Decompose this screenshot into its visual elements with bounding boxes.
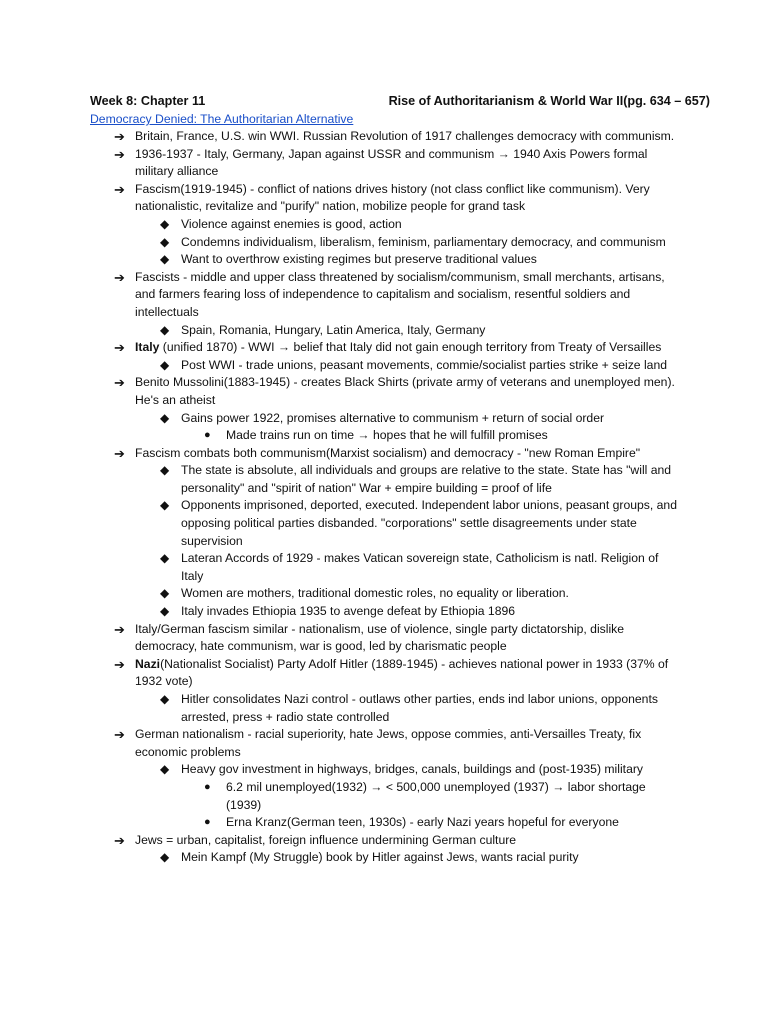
note-text: Fascists - middle and upper class threatened by socialism/communism, small merchants, artisans, and farmers fearing loss of independence to capitalism and socialism, resentful soldiers and intellectuals xyxy=(135,269,665,319)
diamond-bullet-icon: ◆ xyxy=(160,551,170,566)
arrow-bullet-icon: ➔ xyxy=(114,146,125,162)
note-item-level-1 xyxy=(0,621,768,656)
note-bold-term: Nazi xyxy=(135,656,161,671)
note-item-level-2 xyxy=(0,251,768,269)
note-item-level-1 xyxy=(0,726,768,761)
note-item-level-1 xyxy=(0,269,768,322)
arrow-bullet-icon: ➔ xyxy=(114,269,125,285)
note-item-level-2 xyxy=(0,322,768,340)
diamond-bullet-icon: ◆ xyxy=(160,498,170,513)
note-text: Violence against enemies is good, action xyxy=(181,216,402,231)
diamond-bullet-icon: ◆ xyxy=(160,410,170,425)
diamond-bullet-icon: ◆ xyxy=(160,234,170,249)
note-item-level-2 xyxy=(0,849,768,867)
arrow-bullet-icon: ➔ xyxy=(114,656,125,672)
note-text: Italy invades Ethiopia 1935 to avenge defeat by Ethiopia 1896 xyxy=(181,604,516,619)
diamond-bullet-icon: ◆ xyxy=(160,463,170,478)
note-text: Gains power 1922, promises alternative to communism + return of social order xyxy=(181,410,605,425)
note-text: Post WWI - trade unions, peasant movements, commie/socialist parties strike + seize land xyxy=(181,357,668,372)
page-header xyxy=(90,94,710,112)
note-text: Jews = urban, capitalist, foreign influence undermining German culture xyxy=(135,832,517,847)
note-item-level-2 xyxy=(0,761,768,779)
note-text: Erna Kranz(German teen, 1930s) - early Nazi years hopeful for everyone xyxy=(226,815,619,830)
note-text: (Nationalist Socialist) Party Adolf Hitler (1889-1945) - achieves national power in 1933 (37% of 1932 vote) xyxy=(135,656,669,689)
note-item-level-1 xyxy=(0,656,768,691)
arrow-bullet-icon: ➔ xyxy=(114,375,125,391)
note-text: German nationalism - racial superiority, hate Jews, oppose commies, anti-Versailles Treaty, fix economic problems xyxy=(135,727,642,759)
note-text: Made trains run on time → hopes that he will fulfill promises xyxy=(226,428,548,443)
note-text: Italy/German fascism similar - nationalism, use of violence, single party dictatorship, dislike democracy, hate communism, war is good, led by charismatic people xyxy=(135,621,625,654)
arrow-bullet-icon: ➔ xyxy=(114,727,125,743)
week-chapter-heading: Week 8: Chapter 11 xyxy=(90,94,206,108)
note-text: 1936-1937 - Italy, Germany, Japan against USSR and communism → 1940 Axis Powers formal military alliance xyxy=(135,146,648,179)
note-text: Hitler consolidates Nazi control - outlaws other parties, ends ind labor unions, opponents arrested, press + radio state controlled xyxy=(181,692,658,724)
note-text: Benito Mussolini(1883-1945) - creates Black Shirts (private army of veterans and unemployed men). He's an atheist xyxy=(135,375,675,407)
note-item-level-1 xyxy=(0,832,768,850)
dot-bullet-icon: ● xyxy=(204,780,211,793)
note-item-level-1 xyxy=(0,445,768,463)
note-text: 6.2 mil unemployed(1932) → < 500,000 unemployed (1937) → labor shortage (1939) xyxy=(226,779,646,812)
arrow-bullet-icon: ➔ xyxy=(114,340,125,356)
notes-list xyxy=(0,128,768,867)
note-text: Heavy gov investment in highways, bridges, canals, buildings and (post-1935) military xyxy=(181,762,644,777)
topic-heading: Rise of Authoritarianism & World War II(pg. 634 – 657) xyxy=(388,94,710,108)
note-item-level-2 xyxy=(0,357,768,375)
note-item-level-2 xyxy=(0,410,768,428)
diamond-bullet-icon: ◆ xyxy=(160,216,170,231)
diamond-bullet-icon: ◆ xyxy=(160,604,170,619)
arrow-bullet-icon: ➔ xyxy=(114,129,125,144)
section-link[interactable]: Democracy Denied: The Authoritarian Alternative xyxy=(90,112,354,126)
note-text: Lateran Accords of 1929 - makes Vatican sovereign state, Catholicism is natl. Religion of Italy xyxy=(181,551,659,583)
arrow-bullet-icon: ➔ xyxy=(114,621,125,637)
note-text: Spain, Romania, Hungary, Latin America, Italy, Germany xyxy=(181,322,486,337)
note-item-level-1 xyxy=(0,146,768,181)
diamond-bullet-icon: ◆ xyxy=(160,762,170,777)
note-text: Women are mothers, traditional domestic roles, no equality or liberation. xyxy=(181,586,569,601)
dot-bullet-icon: ● xyxy=(204,816,211,829)
note-item-level-1 xyxy=(0,374,768,409)
dot-bullet-icon: ● xyxy=(204,429,211,442)
note-text: Mein Kampf (My Struggle) book by Hitler against Jews, wants racial purity xyxy=(181,850,579,865)
note-bold-term: Italy xyxy=(135,340,160,355)
note-item-level-2 xyxy=(0,462,768,497)
note-item-level-2 xyxy=(0,234,768,252)
note-text: Opponents imprisoned, deported, executed. Independent labor unions, peasant groups, and opposing political parties disbanded. "corporations" settle disagreements under state supervision xyxy=(181,498,677,548)
note-text: Want to overthrow existing regimes but preserve traditional values xyxy=(181,252,537,267)
note-item-level-2 xyxy=(0,603,768,621)
note-item-level-1 xyxy=(0,128,768,146)
diamond-bullet-icon: ◆ xyxy=(160,322,170,337)
note-text: Condemns individualism, liberalism, feminism, parliamentary democracy, and communism xyxy=(181,234,666,249)
note-item-level-2 xyxy=(0,550,768,585)
note-item-level-3 xyxy=(0,779,768,814)
note-item-level-2 xyxy=(0,216,768,234)
note-text: Fascism(1919-1945) - conflict of nations drives history (not class conflict like communism). Very nationalistic, revitalize and "purify" nation, mobilize people for grand task xyxy=(135,181,650,214)
diamond-bullet-icon: ◆ xyxy=(160,692,170,706)
diamond-bullet-icon: ◆ xyxy=(160,850,170,865)
note-item-level-3 xyxy=(0,814,768,832)
note-item-level-2 xyxy=(0,585,768,603)
note-item-level-1 xyxy=(0,339,768,357)
diamond-bullet-icon: ◆ xyxy=(160,252,170,267)
note-text: The state is absolute, all individuals and groups are relative to the state. State has "will and personality" and "spirit of nation" War + empire building = proof of life xyxy=(181,463,672,495)
note-item-level-2 xyxy=(0,497,768,550)
note-item-level-1 xyxy=(0,181,768,216)
note-text: Fascism combats both communism(Marxist socialism) and democracy - "new Roman Empire" xyxy=(135,445,641,460)
note-text: (unified 1870) - WWI → belief that Italy did not gain enough territory from Treaty of Versailles xyxy=(159,340,662,355)
diamond-bullet-icon: ◆ xyxy=(160,586,170,601)
arrow-bullet-icon: ➔ xyxy=(114,832,125,848)
arrow-bullet-icon: ➔ xyxy=(114,445,125,461)
note-item-level-3 xyxy=(0,427,768,445)
arrow-bullet-icon: ➔ xyxy=(114,181,125,197)
note-item-level-2 xyxy=(0,691,768,726)
note-text: Britain, France, U.S. win WWI. Russian Revolution of 1917 challenges democracy with communism. xyxy=(135,129,675,143)
diamond-bullet-icon: ◆ xyxy=(160,357,170,372)
